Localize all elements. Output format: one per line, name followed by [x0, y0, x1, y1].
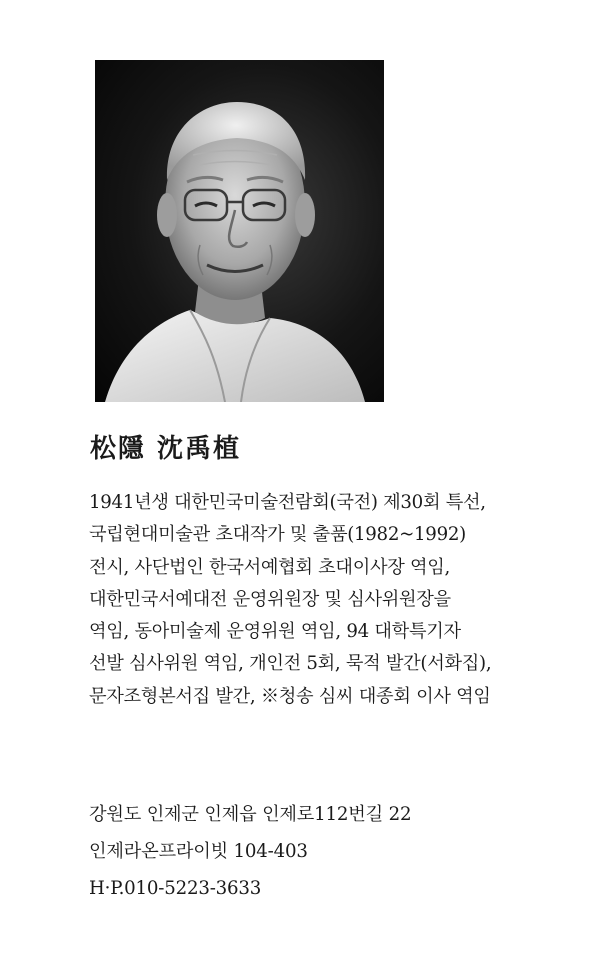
- bio-line: 대한민국서예대전 운영위원장 및 심사위원장을: [89, 588, 451, 610]
- bio-line: 1941년생 대한민국미술전람회(국전) 제30회 특선,: [89, 492, 486, 513]
- bio-line: 선발 심사위원 역임, 개인전 5회, 묵적 발간(서화집),: [89, 653, 492, 675]
- contact-info: [89, 796, 559, 907]
- address-line: 강원도 인제군 인제읍 인제로112번길 22: [89, 804, 412, 825]
- person-name: 松隱 沈禹植: [90, 434, 242, 464]
- address-detail-line: 인제라온프라이빗 104-403: [89, 841, 308, 862]
- phone-number: H·P.010-5223-3633: [89, 878, 262, 899]
- bio-line: 전시, 사단법인 한국서예협회 초대이사장 역임,: [89, 556, 451, 578]
- bio-line: 역임, 동아미술제 운영위원 역임, 94 대학특기자: [89, 621, 461, 643]
- biography: [89, 487, 559, 713]
- bio-line: 국립현대미술관 초대작가 및 출품(1982~1992): [89, 524, 466, 546]
- portrait-photo: [95, 60, 384, 402]
- bio-line: 문자조형본서집 발간, ※청송 심씨 대종회 이사 역임: [89, 685, 491, 707]
